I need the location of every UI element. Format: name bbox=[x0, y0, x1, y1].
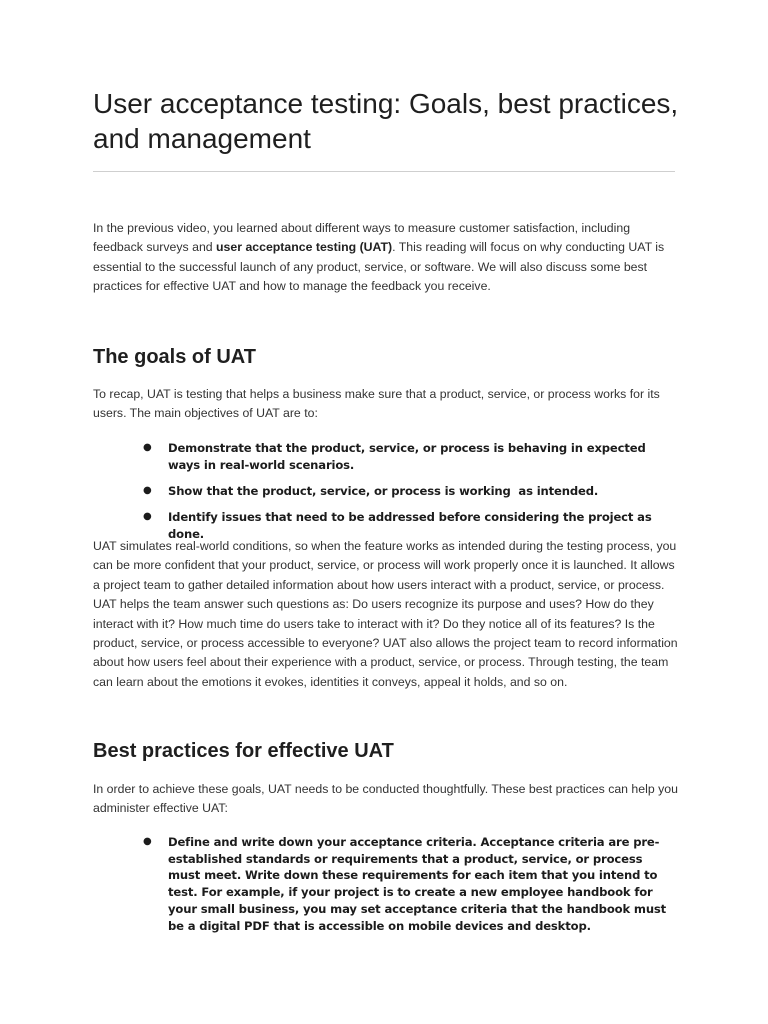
best-practices-bullet-1 bbox=[143, 834, 678, 934]
acceptance-criteria-lead: Define and write down your acceptance criteria. Acceptance criteria bbox=[168, 835, 605, 849]
intro-text-end: . This reading will focus on why conducting UAT is essential to the successful launch of any product, service, or software. We will also discuss some best practices for effective UAT and how to manage the feedback you receive. bbox=[93, 240, 665, 294]
uat-simulation-paragraph: UAT simulates real-world conditions, so when the feature works as intended during the testing process, you can be more confident that your product, service, or process will work properly once it is launched. It allows a project team to gather detailed information about how users interact with a product, service, or process. UAT helps the team answer such questions as: Do users recognize its purpose and uses? How do they interact with it? How much time do users take to interact with it? Do they notice all of its features? Is the product, service, or process accessible to everyone? UAT also allows the project team to record information about how users feel about their experience with a product, service, or process. Through testing, the team can learn about the emotions it evokes, identities it conveys, appeal it holds, and so on. bbox=[93, 539, 678, 689]
section-heading-best-practices: Best practices for effective UAT bbox=[93, 740, 394, 762]
acceptance-criteria-text: are pre-established standards or requirements that a product, service, or process must meet. Write down these requirements for each item that you intend to test. For example, if your project is to create a new employee handbook for your small business, you may set acceptance criteria that the handbook must be a digital PDF that is accessible on mobile devices and desktop. bbox=[168, 835, 667, 933]
intro-bold-term: user acceptance testing (UAT) bbox=[216, 240, 393, 255]
bullet-dot: ● bbox=[143, 511, 152, 522]
intro-paragraph bbox=[93, 219, 678, 297]
goals-bullet-1-text: Demonstrate that the product, service, or process is behaving in expected ways in real-world scenarios. bbox=[168, 441, 646, 472]
goals-bullet-1 bbox=[143, 440, 678, 473]
bullet-dot: ● bbox=[143, 836, 152, 847]
intro-text-start: In the previous video, you learned about different ways to measure customer satisfaction, including feedback surveys and bbox=[93, 221, 631, 255]
goals-bullet-2 bbox=[143, 483, 678, 500]
goals-recap-paragraph: To recap, UAT is testing that helps a business make sure that a product, service, or process works for its users. The main objectives of UAT are to: bbox=[93, 387, 660, 421]
title-divider bbox=[93, 171, 675, 172]
section-heading-goals: The goals of UAT bbox=[93, 346, 256, 368]
page-title: User acceptance testing: Goals, best practices, and management bbox=[93, 88, 679, 154]
bullet-dot: ● bbox=[143, 442, 152, 453]
bullet-dot: ● bbox=[143, 485, 152, 496]
best-practices-intro-paragraph: In order to achieve these goals, UAT needs to be conducted thoughtfully. These best practices can help you administer effective UAT: bbox=[93, 782, 678, 816]
goals-bullet-3-text: Identify issues that need to be addressed before considering the project as done. bbox=[168, 510, 652, 541]
goals-bullet-2-text: Show that the product, service, or process is working as intended. bbox=[168, 484, 599, 498]
